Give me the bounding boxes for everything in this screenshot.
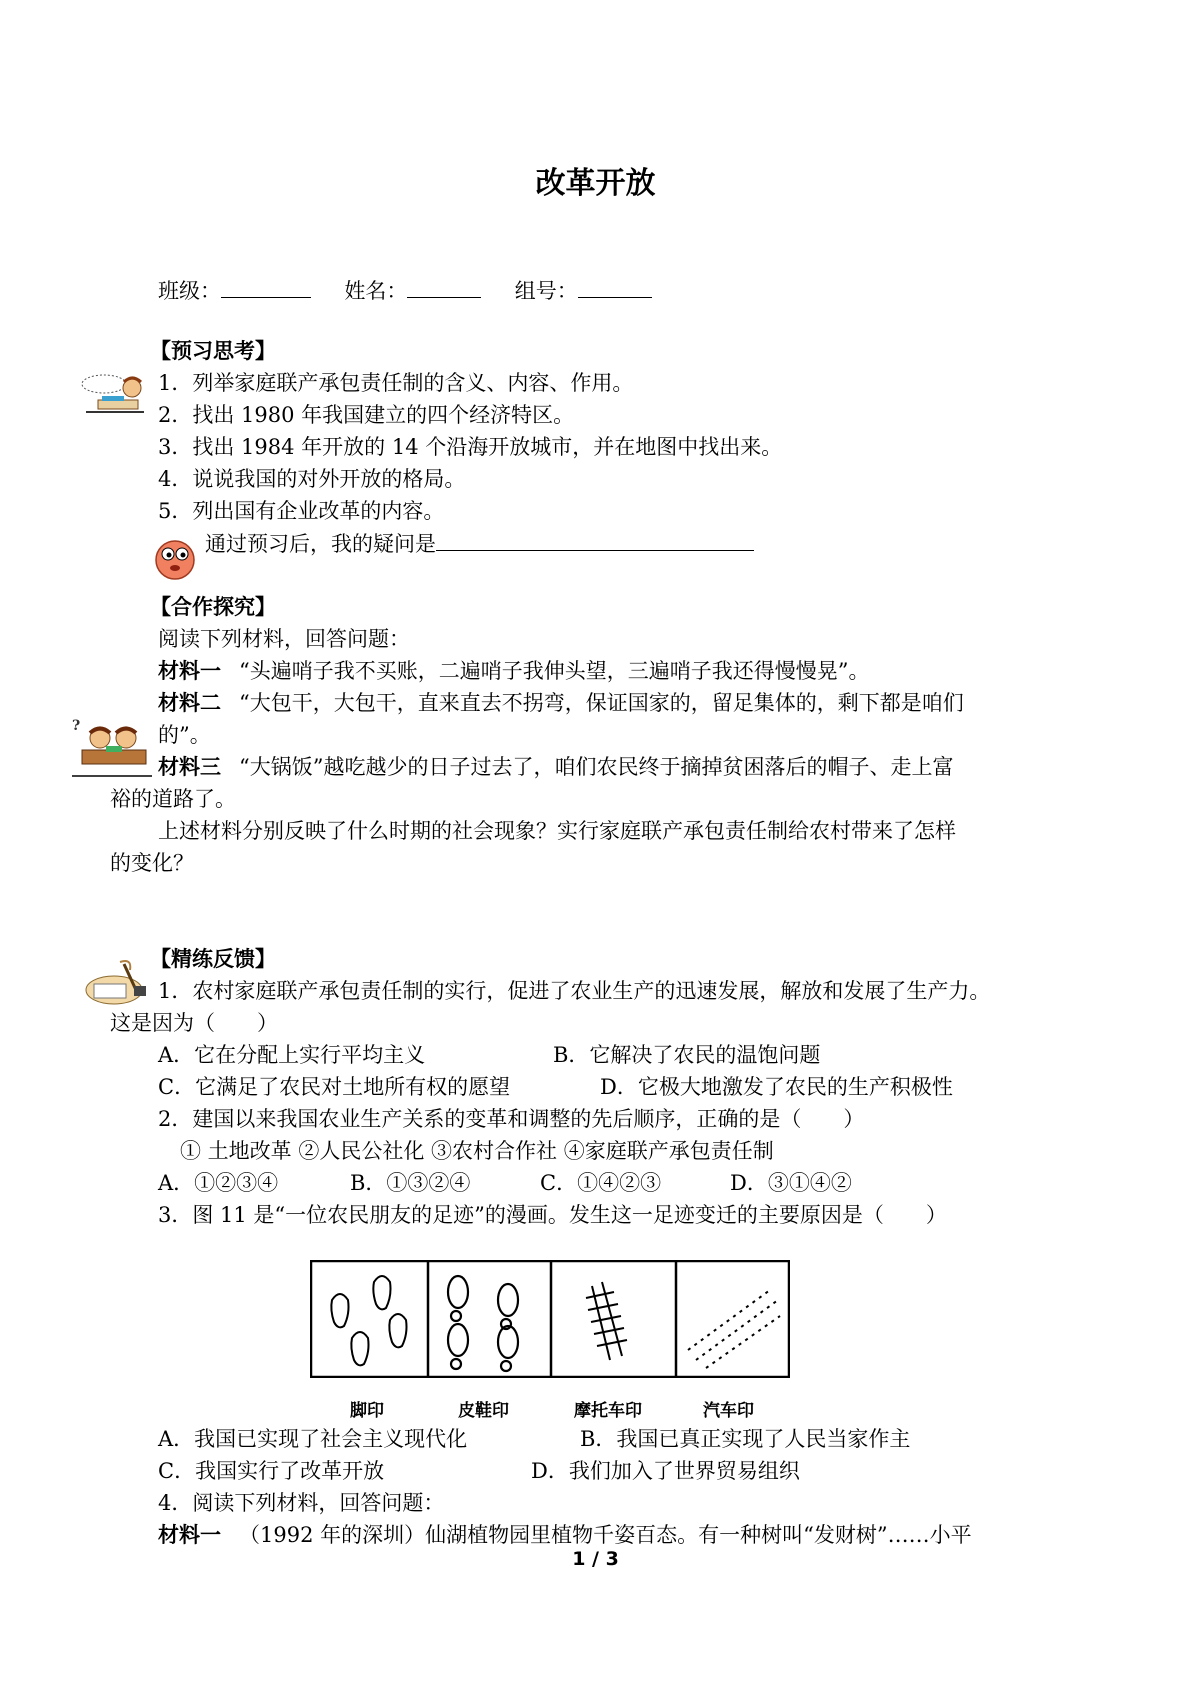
q2-line-1: 2．建国以来我国农业生产关系的变革和调整的先后顺序，正确的是（ ） <box>158 1107 865 1131</box>
caption-shoe: 皮鞋印 <box>458 1401 509 1421</box>
q4-line-1: 4．阅读下列材料，回答问题： <box>158 1491 445 1515</box>
group-discussion-icon <box>70 716 154 778</box>
q3-option-c[interactable]: C．我国实行了改革开放 <box>158 1459 385 1483</box>
doubt-blank[interactable] <box>436 528 754 551</box>
q2-option-b[interactable]: B．①③②④ <box>350 1171 471 1195</box>
material-1-text: “头遍哨子我不买账，二遍哨子我伸头望，三遍哨子我还得慢慢晃”。 <box>239 659 870 683</box>
footprint-cartoon-figure <box>310 1260 790 1378</box>
q3-line-1: 3．图 11 是“一位农民朋友的足迹”的漫画。发生这一足迹变迁的主要原因是（ ） <box>158 1203 947 1227</box>
question-face-icon <box>152 536 198 582</box>
q4-material-1 <box>158 1520 972 1550</box>
q2-option-a[interactable]: A．①②③④ <box>158 1171 279 1195</box>
caption-motorcycle: 摩托车印 <box>574 1401 642 1421</box>
material-3-cont: 裕的道路了。 <box>110 787 236 811</box>
q1-option-a[interactable]: A．它在分配上实行平均主义 <box>158 1043 426 1067</box>
coop-question-line-2: 的变化？ <box>110 851 194 875</box>
material-1-label: 材料一 <box>158 659 221 683</box>
thinking-student-icon <box>78 370 146 416</box>
q1-option-b[interactable]: B．它解决了农民的温饱问题 <box>553 1043 821 1067</box>
caption-car: 汽车印 <box>703 1401 754 1421</box>
class-blank[interactable] <box>221 275 311 298</box>
q4-material-1-text: （1992 年的深圳）仙湖植物园里植物千姿百态。有一种树叫“发财树”……小平 <box>239 1523 972 1547</box>
practice-heading: 【精练反馈】 <box>150 947 276 971</box>
name-label: 姓名： <box>344 279 408 303</box>
preview-item-4: 4．说说我国的对外开放的格局。 <box>158 467 466 491</box>
preview-doubt-line <box>205 528 754 559</box>
coop-heading: 【合作探究】 <box>150 595 276 619</box>
class-label: 班级： <box>158 279 221 303</box>
student-info-line <box>158 275 652 306</box>
material-3-text: “大锅饭”越吃越少的日子过去了，咱们农民终于摘掉贫困落后的帽子、走上富 <box>239 755 954 779</box>
preview-heading: 【预习思考】 <box>150 339 276 363</box>
page-title: 改革开放 <box>535 166 656 201</box>
group-blank[interactable] <box>578 275 652 298</box>
q4-material-1-label: 材料一 <box>158 1523 221 1547</box>
q3-option-b[interactable]: B．我国已真正实现了人民当家作主 <box>580 1427 911 1451</box>
preview-item-5: 5．列出国有企业改革的内容。 <box>158 499 445 523</box>
q2-line-2: ① 土地改革 ②人民公社化 ③农村合作社 ④家庭联产承包责任制 <box>180 1139 774 1163</box>
coop-intro: 阅读下列材料，回答问题： <box>158 627 410 651</box>
q2-option-c[interactable]: C．①④②③ <box>540 1171 662 1195</box>
name-blank[interactable] <box>407 275 481 298</box>
q1-option-d[interactable]: D．它极大地激发了农民的生产积极性 <box>600 1075 953 1099</box>
q1-line-1: 1．农村家庭联产承包责任制的实行，促进了农业生产的迅速发展，解放和发展了生产力。 <box>158 979 991 1003</box>
q1-option-c[interactable]: C．它满足了农民对土地所有权的愿望 <box>158 1075 511 1099</box>
coop-question-line-1: 上述材料分别反映了什么时期的社会现象？实行家庭联产承包责任制给农村带来了怎样 <box>158 819 956 843</box>
material-1 <box>158 656 869 686</box>
material-3-label: 材料三 <box>158 755 221 779</box>
group-label: 组号： <box>514 279 578 303</box>
material-3 <box>158 752 953 782</box>
q3-option-a[interactable]: A．我国已实现了社会主义现代化 <box>158 1427 468 1451</box>
page-number: 1 / 3 <box>572 1548 619 1570</box>
material-2-label: 材料二 <box>158 691 221 715</box>
material-2-cont: 的”。 <box>158 723 211 747</box>
writing-pen-icon <box>84 960 150 1006</box>
preview-item-1: 1．列举家庭联产承包责任制的含义、内容、作用。 <box>158 371 634 395</box>
material-2-text: “大包干，大包干，直来直去不拐弯，保证国家的，留足集体的，剩下都是咱们 <box>239 691 964 715</box>
material-2 <box>158 688 964 718</box>
caption-bare-foot: 脚印 <box>350 1401 384 1421</box>
svg-text:?: ? <box>72 718 81 734</box>
preview-item-2: 2．找出 1980 年我国建立的四个经济特区。 <box>158 403 575 427</box>
q2-option-d[interactable]: D．③①④② <box>730 1171 852 1195</box>
q1-line-2: 这是因为（ ） <box>110 1011 278 1035</box>
q3-option-d[interactable]: D．我们加入了世界贸易组织 <box>531 1459 800 1483</box>
preview-item-3: 3．找出 1984 年开放的 14 个沿海开放城市，并在地图中找出来。 <box>158 435 783 459</box>
doubt-label: 通过预习后，我的疑问是 <box>205 532 436 556</box>
